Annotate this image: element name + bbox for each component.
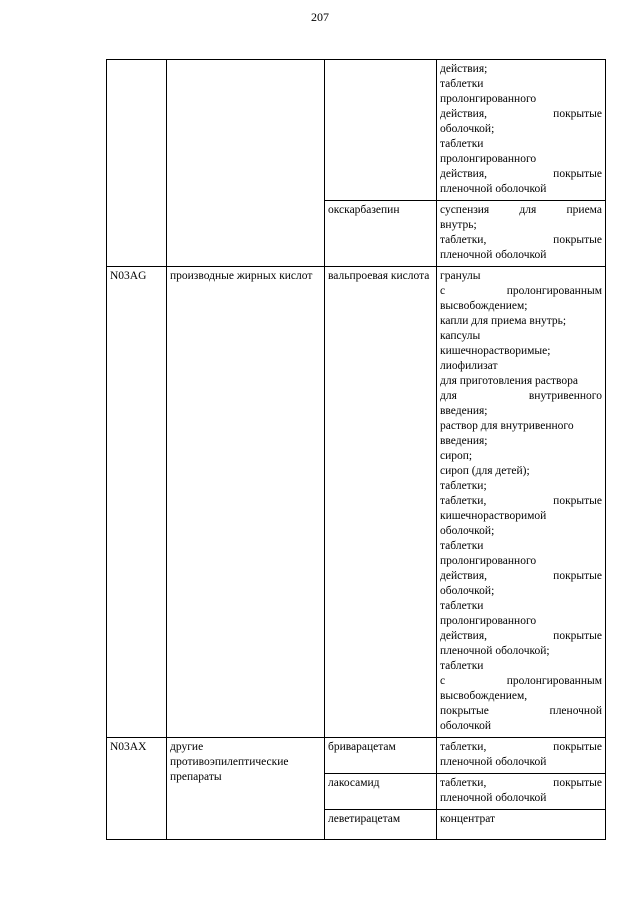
dosage-form-line: с пролонгированным [440, 285, 602, 297]
substance-cell: бриварацетам [325, 738, 437, 774]
dosage-form-line: высвобождением; [440, 300, 528, 312]
dosage-form-line: таблетки [440, 660, 484, 672]
dosage-form-line: введения; [440, 405, 488, 417]
substance-cell: окскарбазепин [325, 201, 437, 267]
dosage-forms-cell [437, 774, 606, 810]
dosage-form-line: сироп; [440, 450, 473, 462]
dosage-form-line: оболочкой; [440, 123, 495, 135]
dosage-form-line: пленочной оболочкой [440, 183, 547, 195]
dosage-form-line: покрытые пленочной [440, 705, 602, 717]
dosage-form-line: кишечнорастворимые; [440, 345, 551, 357]
dosage-forms-cell [437, 201, 606, 267]
dosage-form-line: оболочкой; [440, 525, 495, 537]
dosage-form-line: лиофилизат [440, 360, 498, 372]
substance-cell: лакосамид [325, 774, 437, 810]
dosage-form-line: сироп (для детей); [440, 465, 530, 477]
dosage-form-line: действия, покрытые [440, 630, 602, 642]
dosage-form-line: внутрь; [440, 219, 477, 231]
substance-cell: леветирацетам [325, 810, 437, 840]
dosage-forms-cell [437, 267, 606, 738]
dosage-form-line: пролонгированного [440, 153, 537, 165]
dosage-forms-cell [437, 60, 606, 201]
dosage-form-line: пленочной оболочкой; [440, 645, 550, 657]
dosage-form-line: для внутривенного [440, 390, 602, 402]
page-number: 207 [311, 10, 329, 24]
dosage-form-line: пролонгированного [440, 93, 537, 105]
dosage-form-line: действия; [440, 63, 488, 75]
group-name-cell: производные жирных кислот [167, 267, 325, 738]
dosage-form-line: концентрат [440, 813, 496, 825]
dosage-form-line: суспензия для приема [440, 204, 602, 216]
dosage-form-line: раствор для внутривенного [440, 420, 574, 432]
table-row [107, 738, 606, 774]
substance-cell: вальпроевая кислота [325, 267, 437, 738]
dosage-form-line: таблетки [440, 600, 484, 612]
dosage-form-line: капли для приема внутрь; [440, 315, 567, 327]
dosage-form-line: пролонгированного [440, 615, 537, 627]
dosage-form-line: пленочной оболочкой [440, 249, 547, 261]
dosage-form-line: действия, покрытые [440, 168, 602, 180]
dosage-form-line: высвобождением, [440, 690, 528, 702]
table-row [107, 60, 606, 201]
drug-classification-table [106, 59, 606, 840]
dosage-form-line: таблетки [440, 540, 484, 552]
dosage-form-line: действия, покрытые [440, 108, 602, 120]
dosage-form-line: для приготовления раствора [440, 375, 578, 387]
dosage-forms-cell [437, 738, 606, 774]
dosage-form-line: пленочной оболочкой [440, 756, 547, 768]
dosage-form-line: кишечнорастворимой [440, 510, 547, 522]
dosage-form-line: таблетки; [440, 480, 487, 492]
atc-code-cell [107, 60, 167, 267]
dosage-form-line: таблетки, покрытые [440, 495, 602, 507]
dosage-form-line: введения; [440, 435, 488, 447]
dosage-form-line: таблетки [440, 138, 484, 150]
dosage-form-line: оболочкой [440, 720, 492, 732]
dosage-form-line: таблетки [440, 78, 484, 90]
dosage-form-line: таблетки, покрытые [440, 234, 602, 246]
dosage-form-line: действия, покрытые [440, 570, 602, 582]
atc-code-cell: N03AG [107, 267, 167, 738]
dosage-form-line: пролонгированного [440, 555, 537, 567]
dosage-forms-cell [437, 810, 606, 840]
dosage-form-line: таблетки, покрытые [440, 777, 602, 789]
dosage-form-line: с пролонгированным [440, 675, 602, 687]
atc-code-cell: N03AX [107, 738, 167, 840]
group-name-cell: другие противоэпилептические препараты [167, 738, 325, 840]
dosage-form-line: гранулы [440, 270, 481, 282]
dosage-form-line: оболочкой; [440, 585, 495, 597]
dosage-form-line: таблетки, покрытые [440, 741, 602, 753]
dosage-form-line: капсулы [440, 330, 481, 342]
table-row [107, 267, 606, 738]
group-name-cell [167, 60, 325, 267]
dosage-form-line: пленочной оболочкой [440, 792, 547, 804]
substance-cell [325, 60, 437, 201]
